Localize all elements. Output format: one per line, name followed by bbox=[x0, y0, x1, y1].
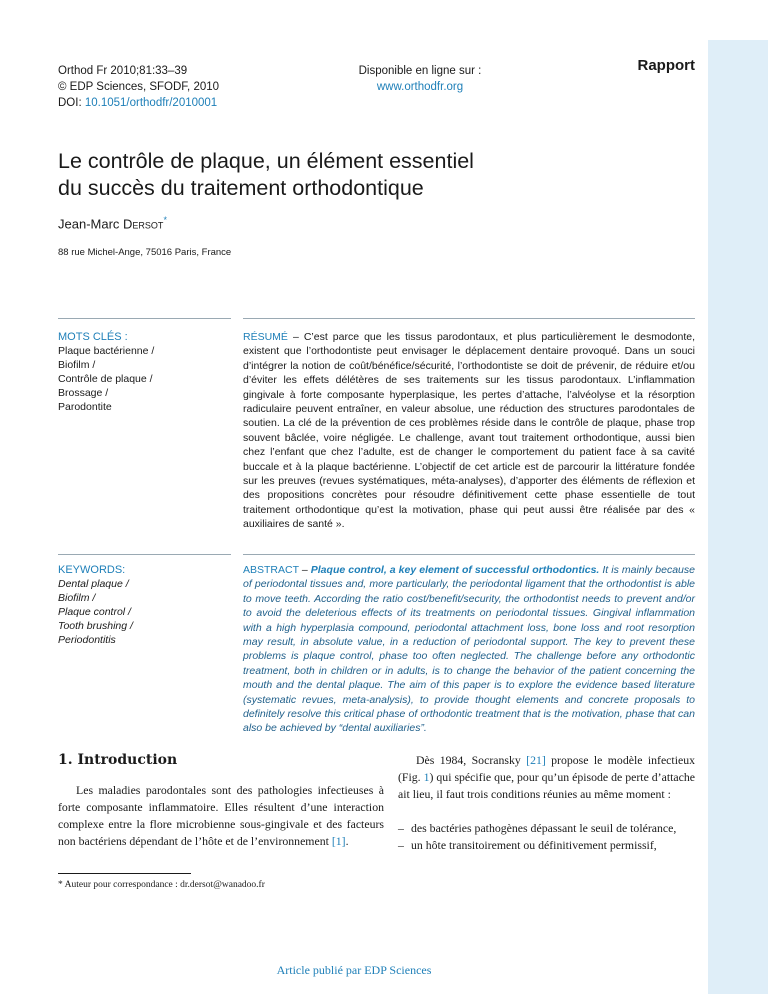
author-last: Dersot bbox=[123, 216, 164, 232]
keyword-item: Tooth brushing / bbox=[58, 620, 133, 632]
section-heading: 1. Introduction bbox=[58, 752, 178, 768]
online-availability bbox=[330, 63, 510, 95]
paragraph bbox=[398, 752, 695, 803]
copyright: © EDP Sciences, SFODF, 2010 bbox=[58, 81, 220, 93]
keywords-fr-label: MOTS CLÉS : bbox=[58, 331, 128, 343]
citation-link[interactable]: [21] bbox=[526, 753, 546, 767]
list-item: – un hôte transitoirement ou définitivement permissif, bbox=[398, 837, 695, 854]
keyword-item: Parodontite bbox=[58, 401, 112, 413]
paragraph-text: Les maladies parodontales sont des pathologies infectieuses à forte composante inflammatoire. Elles résultent d’une interaction complexe entre la flore microbienne sous-gingivale et des facteurs non bactériens dépendant de l’hôte et de l’environnement bbox=[58, 783, 384, 848]
keywords-fr bbox=[58, 330, 154, 414]
author bbox=[58, 215, 167, 231]
keyword-item: Brossage / bbox=[58, 387, 109, 399]
paragraph-text: . bbox=[345, 834, 349, 848]
divider-keywords bbox=[58, 318, 231, 319]
keyword-item: Plaque control / bbox=[58, 606, 131, 618]
author-first: Jean-Marc bbox=[58, 216, 124, 232]
condition-list bbox=[398, 820, 695, 854]
article-title bbox=[58, 148, 618, 202]
abstract-title: Plaque control, a key element of successful orthodontics. bbox=[310, 564, 600, 576]
keyword-item: Plaque bactérienne / bbox=[58, 345, 155, 357]
abstract-body bbox=[243, 564, 695, 734]
title-line-1: Le contrôle de plaque, un élément essentiel bbox=[58, 149, 474, 173]
keyword-item: Contrôle de plaque / bbox=[58, 373, 153, 385]
resume-text: – C’est parce que les tissus parodontaux, et plus particulièrement le desmodonte, existent que l’orthodontiste peut envisager le déplacement dentaire provoqué. Dans un souci d’intégrer la notion de coût/bénéfice/sécurité, l’orthodontiste se doit de prévenir, de réduire et/ou d’éviter les effets délétères de ses traitements sur les tissus parodontaux. L’inflammation gingivale à forte composante hyperplasique, les pertes d’attache, l’alvéolyse et la résorption radiculaire peuvent entraîner, en valeur absolue, une réduction des structures parodontales de soutien. La clé de la prévention de ces problèmes réside dans le contrôle de plaque, phase trop souvent bâclée, voire négligée. Le challenge, avant tout traitement orthodontique, aussi bien chez l’enfant que chez l’adulte, est de changer le comportement du patient face à sa cavité buccale et à la plaque bactérienne. L’objectif de cet article est de parcourir la littérature fondée sur les preuves (revues systématiques, méta-analyses), d’apporter des éléments de réflexion et des propositions concrètes pour résoudre définitivement cette phase essentielle de tout traitement orthodontique qu’est la motivation, phase qui peut aussi être réalisée par des « auxiliaires de santé ». bbox=[243, 331, 695, 531]
online-label: Disponible en ligne sur : bbox=[358, 65, 482, 77]
keywords-en-label: KEYWORDS: bbox=[58, 564, 126, 576]
keyword-item: Periodontitis bbox=[58, 634, 116, 646]
keyword-item: Biofilm / bbox=[58, 359, 96, 371]
keyword-item: Biofilm / bbox=[58, 592, 96, 604]
paragraph bbox=[58, 782, 384, 850]
article-type: Rapport bbox=[637, 57, 695, 74]
footnote-rule bbox=[58, 873, 191, 874]
paragraph-text: ) qui spécifie que, pour qu’un épisode de perte d’attache ait lieu, il faut trois conditions réunies au même moment : bbox=[398, 770, 695, 801]
keywords-en bbox=[58, 563, 133, 647]
abstract bbox=[243, 563, 695, 736]
top-margin bbox=[0, 0, 768, 40]
abstract-dash: – bbox=[298, 564, 311, 576]
online-link[interactable]: www.orthodfr.org bbox=[376, 81, 464, 93]
resume-label: RÉSUMÉ bbox=[243, 331, 288, 343]
journal-citation: Orthod Fr 2010;81:33–39 bbox=[58, 65, 188, 77]
abstract-text: It is mainly because of periodontal tissues and, more particularly, the periodontal ligament that the orthodontist is able to move teeth. According the ratio cost/benefit/security, the orthodontist needs to prevent and/or to avoid the deleterious effects of its treatments on periodontal tissues. Gingival inflammation with a high hyperplasia compound, periodontal attachment loss, bone loss and root resorption may result, in absolute value, in a reduction of periodontal support. The key to prevent these problems is plaque control, phase too often neglected. The challenge before any orthodontic treatment, both in children or in adults, is to change the behavior of the patient concerning the mouth and the dental plaque. The aim of this paper is to explore the evidence based literature (systematic revues, meta-analysis), to provide thought elements and concrete proposals to definitely resolve this critical phase of orthodontic treatment that is the motivation, phase that can also be achieved by “dental auxiliaries”. bbox=[243, 564, 695, 735]
keyword-item: Dental plaque / bbox=[58, 578, 129, 590]
list-item: – des bactéries pathogènes dépassant le seuil de tolérance, bbox=[398, 820, 695, 837]
doi-label: DOI: bbox=[58, 97, 85, 109]
author-footnote-mark[interactable]: * bbox=[163, 215, 167, 225]
doi-link[interactable]: 10.1051/orthodfr/2010001 bbox=[84, 97, 218, 109]
resume bbox=[243, 330, 695, 532]
body-column-right bbox=[398, 752, 695, 854]
divider-resume bbox=[243, 318, 695, 319]
paragraph-text: propose le modèle infectieux (Fig. bbox=[398, 753, 696, 784]
divider-abstract bbox=[243, 554, 695, 555]
doi-line bbox=[58, 95, 219, 111]
divider-keywords-en bbox=[58, 554, 231, 555]
body-column-left bbox=[58, 782, 384, 850]
affiliation: 88 rue Michel-Ange, 75016 Paris, France bbox=[58, 247, 232, 258]
footnote: * Auteur pour correspondance : dr.dersot@wanadoo.fr bbox=[58, 880, 265, 890]
side-band bbox=[708, 40, 768, 994]
paragraph-text: Dès 1984, Socransky bbox=[416, 753, 527, 767]
publisher-footer[interactable]: Article publié par EDP Sciences bbox=[276, 963, 432, 977]
abstract-label: ABSTRACT bbox=[243, 564, 299, 576]
journal-header bbox=[58, 63, 219, 111]
title-line-2: du succès du traitement orthodontique bbox=[58, 176, 424, 200]
citation-link[interactable]: [1] bbox=[331, 834, 346, 848]
figure-link[interactable]: 1 bbox=[423, 770, 430, 784]
